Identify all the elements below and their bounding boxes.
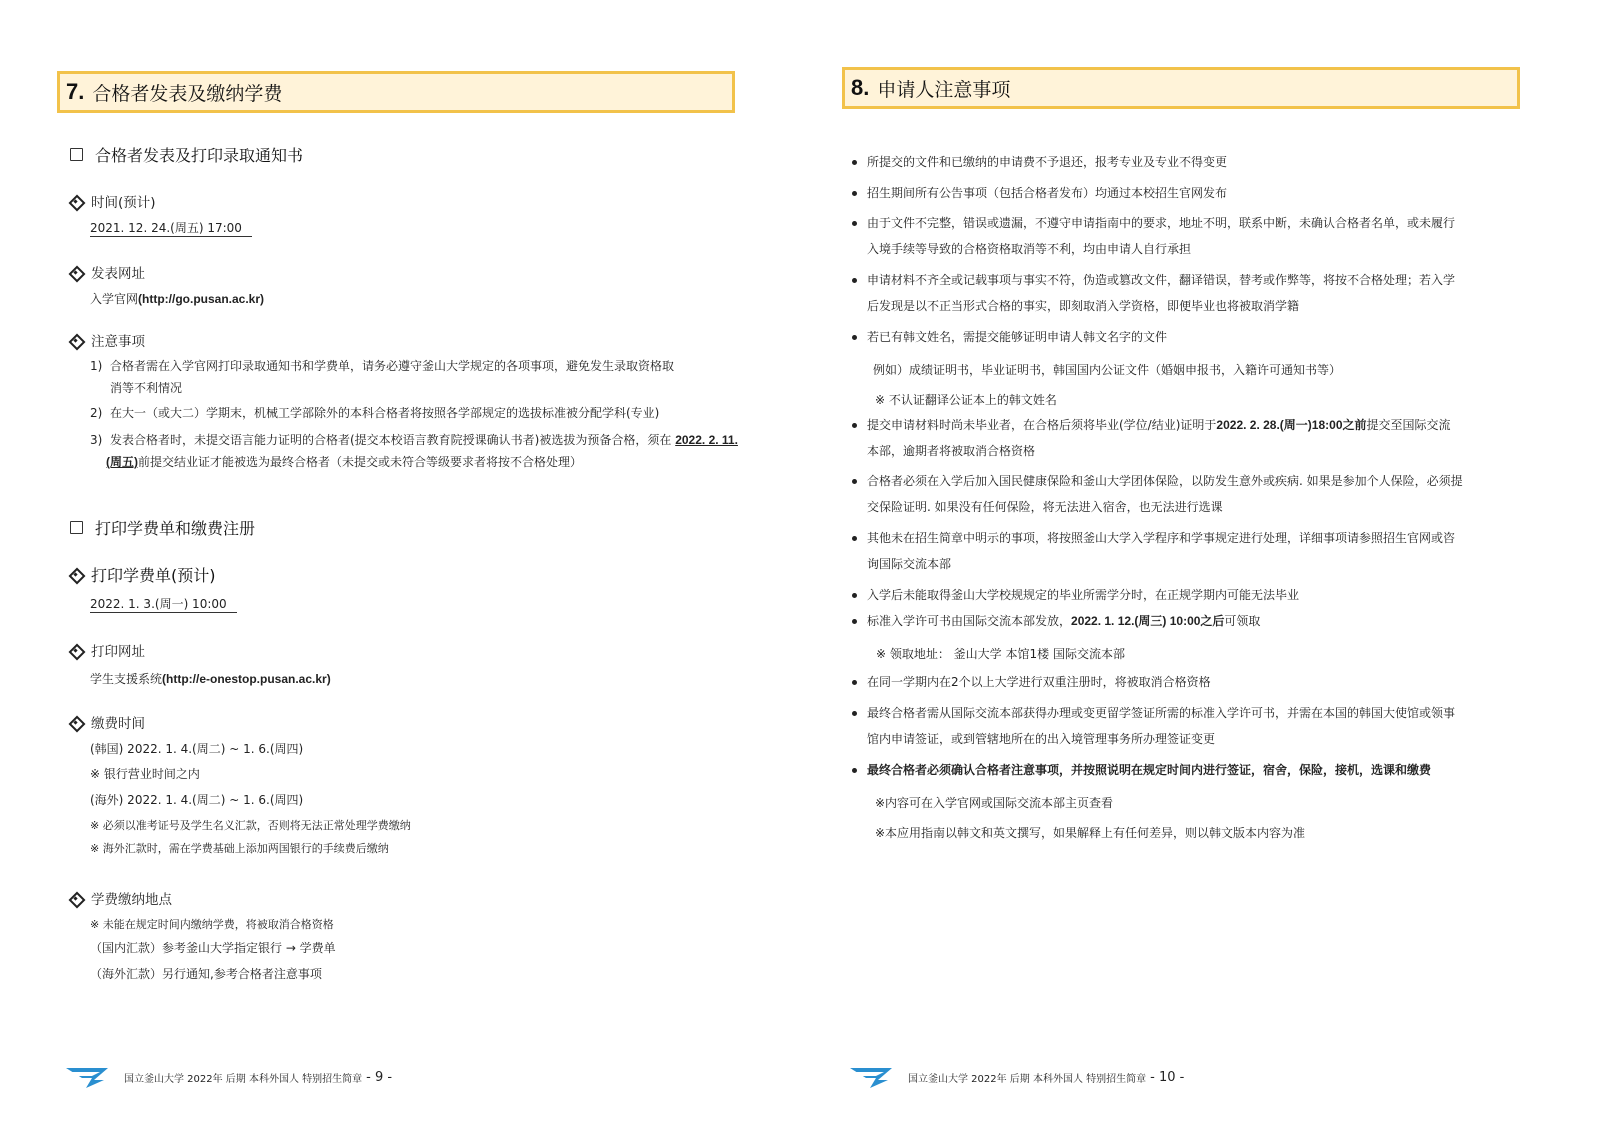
sub-heading-payment: [70, 516, 255, 539]
section-title: 合格者发表及缴纳学费: [92, 82, 283, 105]
footer-left: [64, 1064, 392, 1090]
pay-korea: (韩国) 2022. 1. 4.(周二) ~ 1. 6.(周四): [90, 742, 304, 756]
bullet-item: 申请材料不齐全或记载事项与事实不符，伪造或篡改文件，翻译错误，替考或作弊等，将按不合格处理；若入学 后发现是以不正当形式合格的事实，即刻取消入学资格，即便毕业也将被取消学籍: [852, 267, 1522, 319]
bullet-item: 合格者必须在入学后加入国民健康保险和釜山大学团体保险，以防发生意外或疾病. 如果是参加个人保险，必须提 交保险证明. 如果没有任何保险，将无法进入宿舍，也无法进行选课: [852, 468, 1522, 520]
section-number: 7.: [66, 79, 85, 104]
print-site-value: 学生支援系统(http://e-onestop.pusan.ac.kr): [90, 672, 331, 686]
bullet-item: 入学后未能取得釜山大学校规规定的毕业所需学分时，在正规学期内可能无法毕业: [852, 582, 1522, 608]
time-label: 时间(预计): [91, 195, 156, 211]
final-note-2: ※本应用指南以韩文和英文撰写，如果解释上有任何差异，则以韩文版本内容为准: [875, 826, 1306, 840]
note-item-1: 1) 合格者需在入学官网打印录取通知书和学费单，请务必遵守釜山大学规定的各项事项，避免发生录取资格取 消等不利情况: [90, 359, 675, 395]
print-site-label: 打印网址: [91, 644, 145, 660]
checkbox-icon: [70, 148, 83, 161]
site-label: 发表网址: [91, 266, 145, 282]
sub-heading-announcement: [70, 143, 303, 166]
place-note: ※ 未能在规定时间内缴纳学费，将被取消合格资格: [90, 918, 334, 931]
diamond-bullet-icon: [70, 893, 81, 904]
university-logo-icon: [848, 1064, 896, 1090]
pay-place-label: 学费缴纳地点: [91, 892, 172, 908]
page-number: - 10 -: [1150, 1069, 1185, 1085]
bullet-item: 提交申请材料时尚未毕业者，在合格后须将毕业(学位/结业)证明于2022. 2. 28.(周一)18:00之前提交至国际交流 本部，逾期者将被取消合格资格: [852, 412, 1522, 464]
pay-abroad: (海外) 2022. 1. 4.(周二) ~ 1. 6.(周四): [90, 793, 304, 807]
note-item-2: 2) 在大一（或大二）学期末，机械工学部除外的本科合格者将按照各学部规定的选拔标准被分配学科(专业): [90, 406, 660, 420]
print-site-link[interactable]: (http://e-onestop.pusan.ac.kr): [162, 672, 331, 686]
page-10: [800, 0, 1600, 1132]
footer-text: 国立釜山大学 2022年 后期 本科外国人 特别招生简章: [124, 1073, 363, 1085]
example-line: 例如）成绩证明书，毕业证明书，韩国国内公证文件（婚姻申报书，入籍许可通知书等）: [873, 363, 1342, 377]
page-9: [0, 0, 790, 1132]
section-7-header: [57, 71, 735, 113]
time-value: 2021. 12. 24.(周五) 17:00: [90, 219, 252, 236]
note-item-3: 3) 发表合格者时，未提交语言能力证明的合格者(提交本校语言教育院授课确认书者)被选拔为预备合格，须在 2022. 2. 11. (周五)前提交结业证才能被选为最终合格者（未提交或未符合等级要求者将按不合格处理）: [90, 433, 738, 469]
section-number: 8.: [851, 75, 870, 100]
page-number: - 9 -: [366, 1069, 393, 1085]
pay-time-label: 缴费时间: [91, 716, 145, 732]
pay-note-1: ※ 必须以准考证号及学生名义汇款，否则将无法正常处理学费缴纳: [90, 819, 411, 832]
bullet-item: 招生期间所有公告事项（包括合格者发布）均通过本校招生官网发布: [852, 180, 1522, 206]
checkbox-icon: [70, 521, 83, 534]
diamond-bullet-icon: [70, 335, 81, 346]
bullet-item-final: 最终合格者必须确认合格者注意事项，并按照说明在规定时间内进行签证，宿舍，保险，接机，选课和缴费: [852, 757, 1522, 783]
site-link[interactable]: (http://go.pusan.ac.kr): [138, 292, 265, 306]
pay-time-heading: [70, 712, 145, 732]
sub-heading-text: 合格者发表及打印录取通知书: [95, 146, 304, 165]
diamond-bullet-icon: [70, 717, 81, 728]
section-title: 申请人注意事项: [877, 78, 1011, 101]
time-heading: [70, 191, 156, 211]
final-note-1: ※内容可在入学官网或国际交流本部主页查看: [875, 796, 1114, 810]
bullet-item: 若已有韩文姓名，需提交能够证明申请人韩文名字的文件: [852, 324, 1522, 350]
notes-heading: [70, 330, 145, 350]
bullet-item: 在同一学期内在2个以上大学进行双重注册时，将被取消合格资格: [852, 669, 1522, 695]
bullet-item: 最终合格者需从国际交流本部获得办理或变更留学签证所需的标准入学许可书，并需在本国的韩国大使馆或领事 馆内申请签证，或到管辖地所在的出入境管理事务所办理签证变更: [852, 700, 1522, 752]
bullet-item: 由于文件不完整，错误或遗漏，不遵守申请指南中的要求，地址不明，联系中断，未确认合格者名单，或未履行 入境手续等导致的合格资格取消等不利，均由申请人自行承担: [852, 210, 1522, 262]
diamond-bullet-icon: [70, 645, 81, 656]
bullet-item: 标准入学许可书由国际交流本部发放，2022. 1. 12.(周三) 10:00之后可领取: [852, 608, 1522, 634]
pay-note-2: ※ 海外汇款时，需在学费基础上添加两国银行的手续费后缴纳: [90, 842, 389, 855]
pay-bank-note: ※ 银行营业时间之内: [90, 767, 200, 781]
diamond-bullet-icon: [70, 267, 81, 278]
section-8-header: [842, 67, 1520, 109]
place-domestic: （国内汇款）参考釜山大学指定银行 → 学费单: [90, 941, 336, 955]
print-site-heading: [70, 640, 145, 660]
example-note: ※ 不认证翻译公证本上的韩文姓名: [875, 393, 1057, 407]
pay-place-heading: [70, 888, 172, 908]
site-heading: [70, 262, 145, 282]
site-value: 入学官网(http://go.pusan.ac.kr): [90, 292, 265, 306]
print-heading: [70, 563, 216, 586]
print-value: 2022. 1. 3.(周一) 10:00: [90, 595, 237, 612]
diamond-bullet-icon: [70, 569, 81, 580]
sub-heading-text: 打印学费单和缴费注册: [95, 519, 256, 538]
print-label: 打印学费单(预计): [91, 566, 216, 585]
diamond-bullet-icon: [70, 196, 81, 207]
footer-right: [848, 1064, 1184, 1090]
notes-label: 注意事项: [91, 334, 145, 350]
place-abroad: （海外汇款）另行通知,参考合格者注意事项: [90, 967, 322, 981]
footer-text: 国立釜山大学 2022年 后期 本科外国人 特别招生简章: [908, 1073, 1147, 1085]
bullet-item: 所提交的文件和已缴纳的申请费不予退还，报考专业及专业不得变更: [852, 149, 1522, 175]
std-note: ※ 领取地址： 釜山大学 本馆1楼 国际交流本部: [876, 647, 1125, 661]
university-logo-icon: [64, 1064, 112, 1090]
bullet-item: 其他未在招生简章中明示的事项，将按照釜山大学入学程序和学事规定进行处理，详细事项请参照招生官网或咨 询国际交流本部: [852, 525, 1522, 577]
